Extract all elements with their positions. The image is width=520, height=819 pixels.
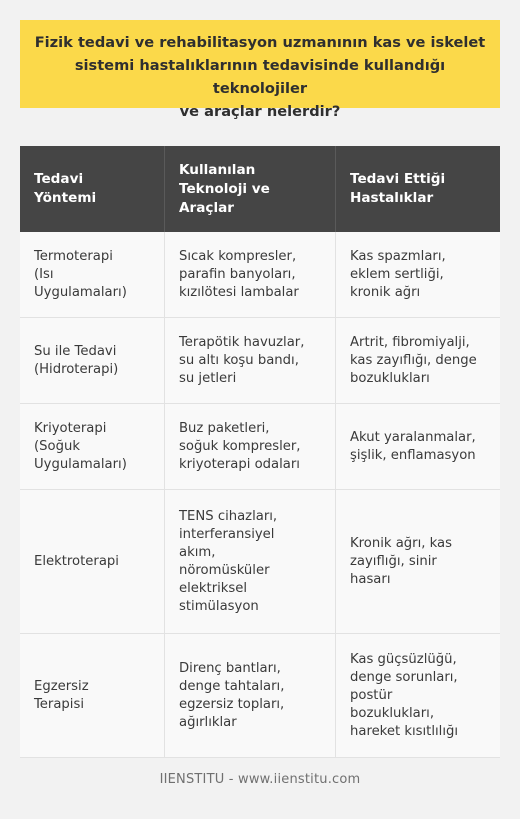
footer-credit: IIENSTITU - www.iienstitu.com — [159, 772, 361, 787]
cell-technology: Buz paketleri, soğuk kompresler, kriyoterapi odaları — [164, 404, 336, 489]
title-banner — [20, 20, 500, 120]
table-row — [20, 490, 500, 634]
cell-diseases: Kronik ağrı, kas zayıflığı, sinir hasarı — [350, 535, 452, 587]
table-row — [20, 404, 500, 490]
page-title: Fizik tedavi ve rehabilitasyon uzmanının kas ve iskelet sistemi hastalıklarının tedavisinde kullandığı teknolojiler ve araçlar nelerdir? — [34, 34, 486, 120]
cell-diseases: Akut yaralanmalar, şişlik, enflamasyon — [350, 429, 476, 463]
cell-technology: Direnç bantları, denge tahtaları, egzersiz topları, ağırlıklar — [164, 634, 336, 757]
cell-method: Su ile Tedavi (Hidroterapi) — [34, 343, 119, 377]
table-row — [20, 232, 500, 318]
cell-diseases: Kas spazmları, eklem sertliği, kronik ağrı — [350, 248, 446, 300]
table-row — [20, 318, 500, 404]
header-technology: Kullanılan Teknoloji ve Araçlar — [164, 146, 336, 232]
cell-diseases: Artrit, fibromiyalji, kas zayıflığı, denge bozuklukları — [350, 334, 477, 386]
header-diseases: Tedavi Ettiği Hastalıklar — [350, 171, 446, 206]
cell-method: Egzersiz Terapisi — [34, 678, 89, 712]
header-method: Tedavi Yöntemi — [34, 171, 97, 206]
cell-technology: TENS cihazları, interferansiyel akım, nöromüsküler elektriksel stimülasyon — [164, 490, 336, 633]
cell-technology: Sıcak kompresler, parafin banyoları, kızılötesi lambalar — [164, 232, 336, 317]
cell-method: Kriyoterapi (Soğuk Uygulamaları) — [34, 420, 127, 472]
cell-technology: Terapötik havuzlar, su altı koşu bandı, su jetleri — [164, 318, 336, 403]
treatment-table — [20, 146, 500, 758]
table-header-row — [20, 146, 500, 232]
cell-method: Elektroterapi — [34, 553, 119, 569]
table-row — [20, 634, 500, 758]
cell-method: Termoterapi (Isı Uygulamaları) — [34, 248, 127, 300]
cell-diseases: Kas güçsüzlüğü, denge sorunları, postür bozuklukları, hareket kısıtlılığı — [350, 651, 459, 739]
